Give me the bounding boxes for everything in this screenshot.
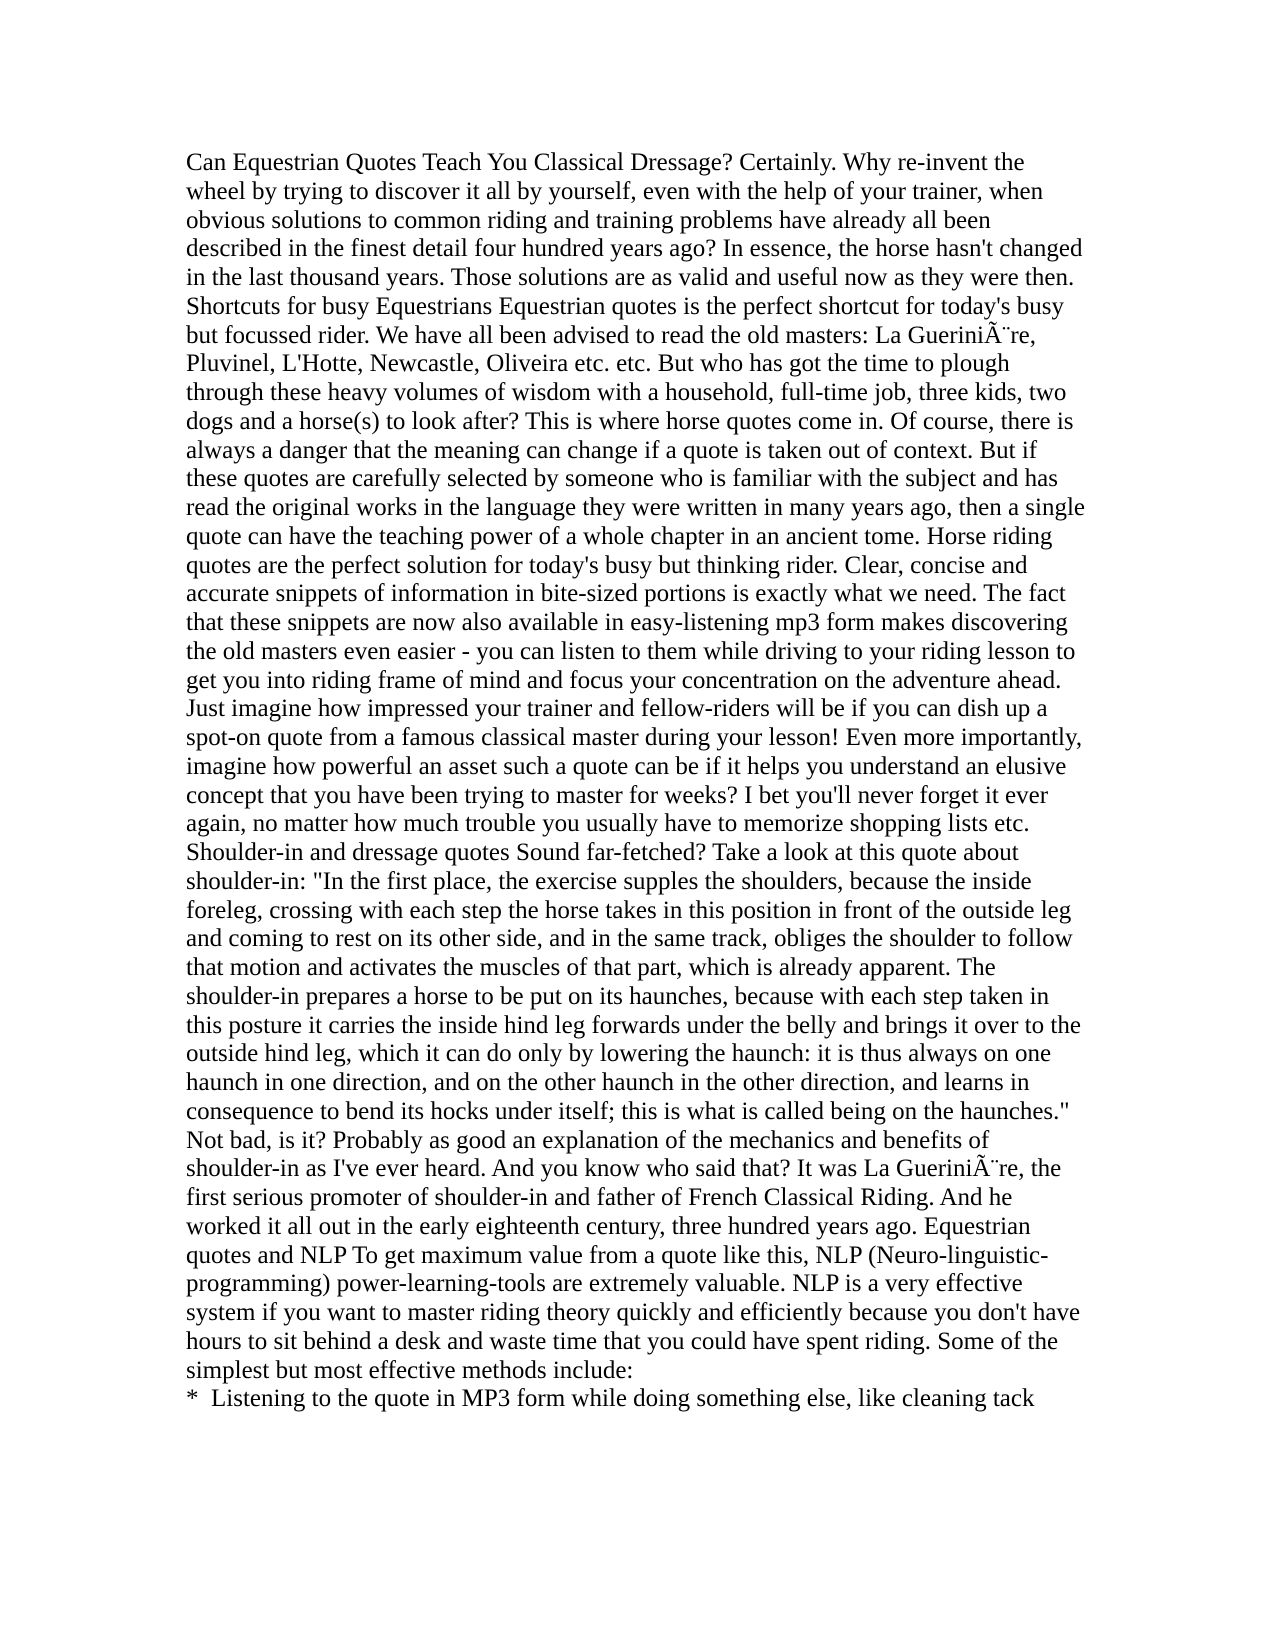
text-line: imagine how powerful an asset such a quote can be if it helps you understand an elusive — [186, 752, 1067, 780]
text-line: quote can have the teaching power of a whole chapter in an ancient tome. Horse riding — [186, 522, 1053, 550]
text-line: simplest but most effective methods include: — [186, 1356, 634, 1384]
text-line: that these snippets are now also available in easy-listening mp3 form makes discovering — [186, 609, 1068, 636]
text-line: Shortcuts for busy Equestrians Equestrian quotes is the perfect shortcut for today's busy — [186, 292, 1064, 320]
text-line: Not bad, is it? Probably as good an explanation of the mechanics and benefits of — [186, 1126, 990, 1154]
text-line: get you into riding frame of mind and focus your concentration on the adventure ahead. — [186, 666, 1062, 694]
text-body — [186, 149, 1096, 1414]
text-line: hours to sit behind a desk and waste time that you could have spent riding. Some of the — [186, 1327, 1059, 1355]
text-line: always a danger that the meaning can change if a quote is taken out of context. But if — [186, 436, 1038, 464]
text-line: Just imagine how impressed your trainer and fellow-riders will be if you can dish up a — [186, 695, 1048, 723]
text-line: and coming to rest on its other side, and in the same track, obliges the shoulder to follow — [186, 925, 1073, 953]
text-line: spot-on quote from a famous classical master during your lesson! Even more importantly, — [186, 724, 1083, 751]
text-line: programming) power-learning-tools are extremely valuable. NLP is a very effective — [186, 1270, 1023, 1298]
text-line: this posture it carries the inside hind leg forwards under the belly and brings it over to the — [186, 1011, 1081, 1039]
text-line: foreleg, crossing with each step the horse takes in this position in front of the outside leg — [186, 896, 1072, 924]
text-line: these quotes are carefully selected by someone who is familiar with the subject and has — [186, 465, 1058, 493]
text-line: shoulder-in prepares a horse to be put on its haunches, because with each step taken in — [186, 982, 1050, 1010]
text-line: shoulder-in: "In the first place, the exercise supples the shoulders, because the inside — [186, 867, 1032, 895]
text-line: but focussed rider. We have all been advised to read the old masters: La GueriniÃ¨re, — [186, 321, 1037, 349]
text-line: that motion and activates the muscles of that part, which is already apparent. The — [186, 954, 996, 981]
text-line: shoulder-in as I've ever heard. And you know who said that? It was La GueriniÃ¨re, the — [186, 1155, 1062, 1183]
text-line: dogs and a horse(s) to look after? This is where horse quotes come in. Of course, there is — [186, 407, 1074, 435]
text-line: again, no matter how much trouble you usually have to memorize shopping lists etc. — [186, 810, 1030, 838]
text-line: first serious promoter of shoulder-in and father of French Classical Riding. And he — [186, 1184, 1013, 1211]
text-line: the old masters even easier - you can listen to them while driving to your riding lesson to — [186, 637, 1076, 665]
text-line: accurate snippets of information in bite-sized portions is exactly what we need. The fact — [186, 580, 1066, 608]
text-line: obvious solutions to common riding and training problems have already all been — [186, 206, 991, 234]
text-line: Shoulder-in and dressage quotes Sound far-fetched? Take a look at this quote about — [186, 839, 1019, 866]
text-line: read the original works in the language they were written in many years ago, then a single — [186, 494, 1086, 521]
text-line: concept that you have been trying to master for weeks? I bet you'll never forget it ever — [186, 781, 1049, 809]
text-line: described in the finest detail four hundred years ago? In essence, the horse hasn't changed — [186, 235, 1083, 263]
text-line: Pluvinel, L'Hotte, Newcastle, Oliveira etc. etc. But who has got the time to plough — [186, 350, 1010, 378]
text-line: quotes are the perfect solution for today's busy but thinking rider. Clear, concise and — [186, 551, 1028, 579]
text-line: * Listening to the quote in MP3 form while doing something else, like cleaning tack — [186, 1385, 1035, 1413]
text-line: wheel by trying to discover it all by yourself, even with the help of your trainer, when — [186, 177, 1044, 205]
text-line: through these heavy volumes of wisdom with a household, full-time job, three kids, two — [186, 379, 1067, 406]
text-line: worked it all out in the early eighteenth century, three hundred years ago. Equestrian — [186, 1212, 1031, 1240]
text-line: in the last thousand years. Those solutions are as valid and useful now as they were then. — [186, 264, 1075, 291]
text-line: consequence to bend its hocks under itself; this is what is called being on the haunches." — [186, 1097, 1070, 1125]
text-line: system if you want to master riding theory quickly and efficiently because you don't have — [186, 1299, 1081, 1326]
text-line: haunch in one direction, and on the other haunch in the other direction, and learns in — [186, 1069, 1030, 1096]
text-line: outside hind leg, which it can do only by lowering the haunch: it is thus always on one — [186, 1040, 1052, 1068]
text-line: quotes and NLP To get maximum value from a quote like this, NLP (Neuro-linguistic- — [186, 1241, 1049, 1269]
text-line: Can Equestrian Quotes Teach You Classical Dressage? Certainly. Why re-invent the — [186, 149, 1025, 176]
